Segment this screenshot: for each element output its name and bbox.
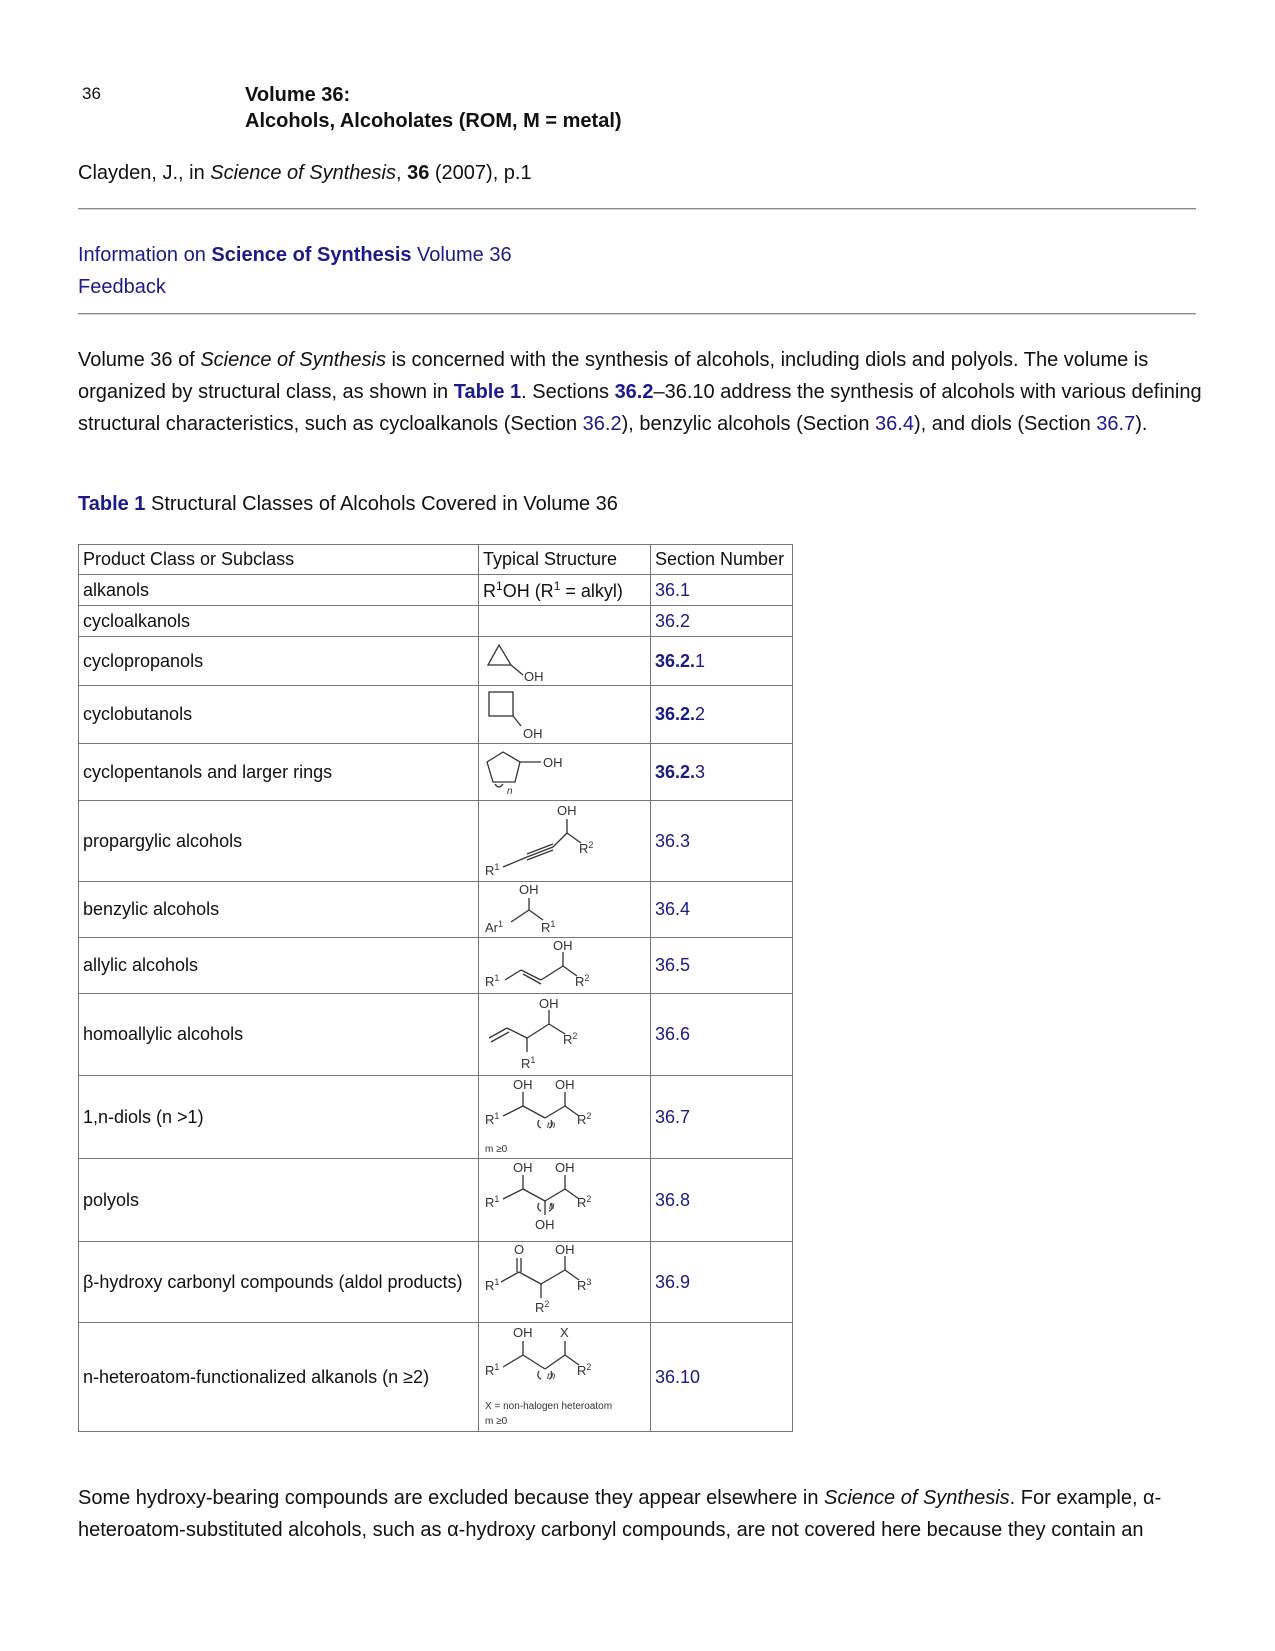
section-rest: 3 [695,761,706,782]
intro-text: ), benzylic alcohols (Section [621,413,876,435]
heteroatom-alkanol-structure-icon [483,1323,646,1431]
header-product-class: Product Class or Subclass [79,545,479,575]
structure-cell [479,938,651,994]
aldol-structure-icon [483,1242,646,1322]
table-row [79,882,793,938]
structure-cell [479,744,651,801]
diol-structure-icon [483,1076,646,1158]
section-link-36-2-1[interactable] [651,637,793,686]
volume-heading-line2: Alcohols, Alcoholates (ROM, M = metal) [245,110,622,132]
section-link-36-9[interactable]: 36.9 [651,1242,793,1323]
r2-label: $R^2$ [577,1362,592,1378]
citation-author: Clayden, J., in [78,162,211,184]
info-link-bold: Science of Synthesis [211,244,412,266]
table-row [79,686,793,744]
propargylic-alcohol-structure-icon [483,801,646,881]
oh-label: OH [524,669,544,684]
oh-label: OH [543,755,563,770]
oh-label: OH [555,1077,575,1092]
m-subscript: m [547,1371,556,1382]
row-name: cycloalkanols [79,606,479,637]
intro-text: ), and diols (Section [913,413,1097,435]
info-link-prefix: Information on [78,244,212,266]
r1-label: $R^1$ [485,973,500,989]
r3-label: $R^3$ [577,1277,592,1293]
section-link-36-7[interactable]: 36.7 [651,1076,793,1159]
n-subscript: n [507,786,513,797]
structure-text: R [483,580,496,601]
header-typical-structure: Typical Structure [479,545,651,575]
x-label: X [560,1325,569,1340]
section-link-36-2-2[interactable] [651,686,793,744]
structure-cell [479,801,651,882]
section-36-2-link[interactable]: 36.2 [582,413,622,435]
structure-cell [479,882,651,938]
row-name: polyols [79,1159,479,1242]
oh-label: OH [523,726,543,741]
table-caption [78,493,618,516]
oh-label: OH [519,882,539,897]
table-1-link[interactable]: Table 1 [453,381,522,403]
benzylic-alcohol-structure-icon [483,882,646,937]
oh-label: OH [553,938,573,953]
row-name: β-hydroxy carbonyl compounds (aldol products) [79,1242,479,1323]
section-36-7-link[interactable]: 36.7 [1096,413,1136,435]
oh-label: OH [539,996,559,1011]
table-header-row [79,545,793,575]
oh-label: OH [535,1217,555,1232]
structure-cell [479,1076,651,1159]
structure-cell [479,1242,651,1323]
allylic-alcohol-structure-icon [483,938,646,993]
outro-text: . For example, α-heteroatom-substituted alcohols, such as α-hydroxy carbonyl compounds, are not covered here because they contain an [78,1487,1162,1541]
r1-label: $R^1$ [485,1362,500,1378]
oh-label: OH [555,1160,575,1175]
citation-rest: (2007), p.1 [429,162,532,184]
structure-cell [479,686,651,744]
m-note: m ≥0 [485,1144,508,1155]
structure-cell [479,994,651,1076]
table-row [79,1242,793,1323]
table-row [79,606,793,637]
structural-classes-table [78,544,793,1432]
row-name: homoallylic alcohols [79,994,479,1076]
structure-cell [479,637,651,686]
info-link[interactable] [78,239,512,271]
table-caption-label: Table 1 [78,493,146,515]
divider-bottom [78,313,1196,315]
section-link-36-10[interactable]: 36.10 [651,1323,793,1432]
m-note: m ≥0 [485,1416,508,1427]
section-bold: 36.2. [655,761,696,782]
cyclopentanol-structure-icon [483,744,646,800]
table-row [79,994,793,1076]
r2-label: $R^2$ [535,1299,550,1315]
row-name: n-heteroatom-functionalized alkanols (n ≥2) [79,1323,479,1432]
x-note: X = non-halogen heteroatom [485,1401,613,1412]
section-link-36-1[interactable]: 36.1 [651,575,793,606]
r2-label: $R^2$ [577,1194,592,1210]
intro-text: Volume 36 of [78,349,201,371]
table-row [79,938,793,994]
oh-label: OH [513,1160,533,1175]
volume-heading [245,82,622,134]
row-name: cyclobutanols [79,686,479,744]
info-link-suffix: Volume 36 [411,244,512,266]
citation-volume: 36 [407,162,430,184]
intro-text: is concerned with the synthesis of alcohols, including diols and polyols. The volume is organized by structural class, as shown in [78,349,1149,403]
structure-text: = alkyl) [560,580,623,601]
structure-cell [479,1323,651,1432]
oh-label: OH [513,1077,533,1092]
links-block [78,239,512,303]
r2-label: $R^2$ [579,840,594,856]
table-row [79,575,793,606]
citation [78,162,532,185]
r2-label: $R^2$ [575,973,590,989]
oh-label: OH [557,803,577,818]
structure-text: OH (R [502,580,554,601]
row-name: allylic alcohols [79,938,479,994]
section-link-36-2-3[interactable] [651,744,793,801]
section-link-36-8[interactable]: 36.8 [651,1159,793,1242]
o-label: O [514,1242,525,1257]
intro-text: –36.10 address the synthesis of alcohols with various defining structural characteristics, such as cycloalkanols (Section [78,381,1202,435]
table-row [79,637,793,686]
structure-sup: 1 [496,578,503,593]
feedback-link[interactable]: Feedback [78,276,166,298]
section-link-36-3[interactable]: 36.3 [651,801,793,882]
empty-structure [479,606,651,637]
table-row [79,1323,793,1432]
table-row [79,744,793,801]
row-name: cyclopropanols [79,637,479,686]
outro-paragraph [78,1482,1203,1546]
citation-sep: , [395,162,408,184]
row-name: 1,n-diols (n >1) [79,1076,479,1159]
row-name: propargylic alcohols [79,801,479,882]
intro-paragraph [78,344,1203,440]
intro-series: Science of Synthesis [200,349,386,371]
table-row [79,801,793,882]
divider-top [78,208,1196,210]
table-row [79,1159,793,1242]
section-link-36-4[interactable]: 36.4 [651,882,793,938]
homoallylic-alcohol-structure-icon [483,994,646,1075]
structure-sup: 1 [553,578,561,593]
page-number: 36 [82,84,101,103]
row-name: cyclopentanols and larger rings [79,744,479,801]
m-subscript: m [547,1120,556,1131]
row-name: benzylic alcohols [79,882,479,938]
r1-label: $R^1$ [485,1194,500,1210]
n-subscript: n [549,1201,555,1212]
r1-label: $R^1$ [521,1055,536,1071]
r1-label: $R^1$ [485,1277,500,1293]
section-bold: 36.2. [655,704,696,724]
intro-text: ). [1135,413,1148,435]
table-row [79,1076,793,1159]
section-link-36-6[interactable]: 36.6 [651,994,793,1076]
section-36-4-link[interactable]: 36.4 [875,413,914,435]
oh-label: OH [513,1325,533,1340]
outro-series: Science of Synthesis [824,1487,1010,1509]
section-bold: 36.2. [655,650,696,671]
section-link-36-2[interactable]: 36.2 [651,606,793,637]
structure-cell [479,1159,651,1242]
ar1-label: Ar$^1$ [485,919,504,935]
citation-series: Science of Synthesis [210,162,396,184]
section-link-36-5[interactable]: 36.5 [651,938,793,994]
polyol-structure-icon [483,1159,646,1241]
section-rest: 1 [695,650,706,671]
intro-text: . Sections [521,381,615,403]
section-36-2-link[interactable]: 36.2 [614,381,654,403]
section-rest: 2 [695,704,706,724]
cyclopropanol-structure-icon [483,637,646,685]
alkanol-structure [479,575,651,606]
r2-label: $R^2$ [577,1111,592,1127]
table-caption-text: Structural Classes of Alcohols Covered in Volume 36 [145,493,618,515]
row-name: alkanols [79,575,479,606]
r1-label: $R^1$ [485,1111,500,1127]
r2-label: $R^2$ [563,1031,578,1047]
outro-text: Some hydroxy-bearing compounds are excluded because they appear elsewhere in [78,1487,825,1509]
volume-heading-line1: Volume 36: [245,84,351,106]
r1-label: $R^1$ [485,862,500,878]
cyclobutanol-structure-icon [483,686,646,743]
r1-label: $R^1$ [541,919,556,935]
header-section-number: Section Number [651,545,793,575]
oh-label: OH [555,1242,575,1257]
